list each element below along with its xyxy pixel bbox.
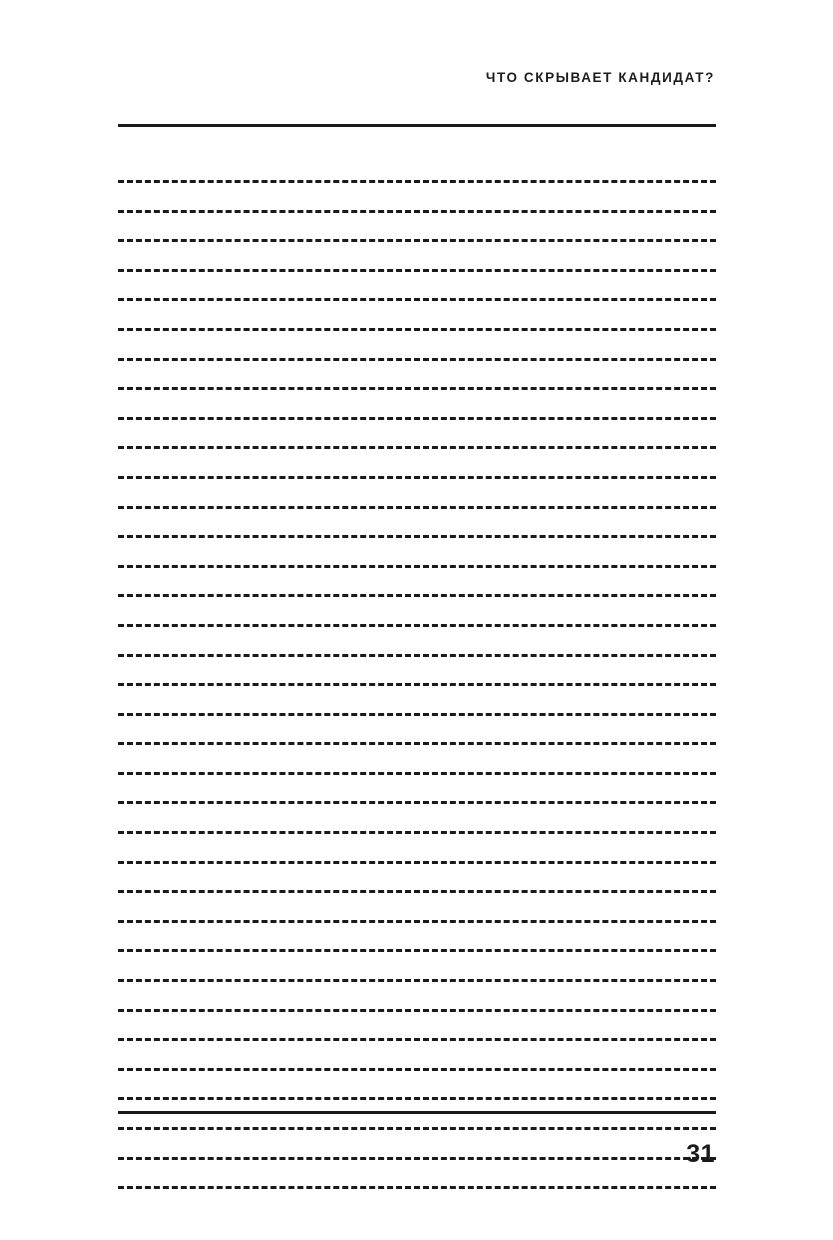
writing-line[interactable]	[118, 1009, 716, 1012]
writing-line[interactable]	[118, 624, 716, 627]
writing-line[interactable]	[118, 594, 716, 597]
header-divider-rule	[118, 124, 716, 127]
writing-line[interactable]	[118, 298, 716, 301]
writing-line[interactable]	[118, 358, 716, 361]
page-number: 31	[686, 1140, 715, 1168]
writing-line[interactable]	[118, 890, 716, 893]
writing-line[interactable]	[118, 328, 716, 331]
writing-line[interactable]	[118, 446, 716, 449]
writing-line[interactable]	[118, 742, 716, 745]
writing-line[interactable]	[118, 683, 716, 686]
writing-line[interactable]	[118, 654, 716, 657]
writing-line[interactable]	[118, 1186, 716, 1189]
writing-lines-area[interactable]	[118, 180, 716, 1216]
writing-line[interactable]	[118, 920, 716, 923]
writing-line[interactable]	[118, 565, 716, 568]
writing-line[interactable]	[118, 387, 716, 390]
writing-line[interactable]	[118, 801, 716, 804]
writing-line[interactable]	[118, 180, 716, 183]
writing-line[interactable]	[118, 506, 716, 509]
running-head-text: ЧТО СКРЫВАЕТ КАНДИДАТ?	[485, 70, 715, 85]
writing-line[interactable]	[118, 1157, 716, 1160]
writing-line[interactable]	[118, 1068, 716, 1071]
writing-line[interactable]	[118, 1097, 716, 1100]
writing-line[interactable]	[118, 535, 716, 538]
writing-line[interactable]	[118, 417, 716, 420]
writing-line[interactable]	[118, 831, 716, 834]
running-head	[118, 70, 715, 85]
writing-line[interactable]	[118, 476, 716, 479]
writing-line[interactable]	[118, 1038, 716, 1041]
writing-line[interactable]	[118, 210, 716, 213]
footer-divider-rule	[118, 1111, 716, 1114]
writing-line[interactable]	[118, 861, 716, 864]
writing-line[interactable]	[118, 239, 716, 242]
writing-line[interactable]	[118, 949, 716, 952]
writing-line[interactable]	[118, 269, 716, 272]
writing-line[interactable]	[118, 1127, 716, 1130]
writing-line[interactable]	[118, 772, 716, 775]
writing-line[interactable]	[118, 979, 716, 982]
writing-line[interactable]	[118, 713, 716, 716]
